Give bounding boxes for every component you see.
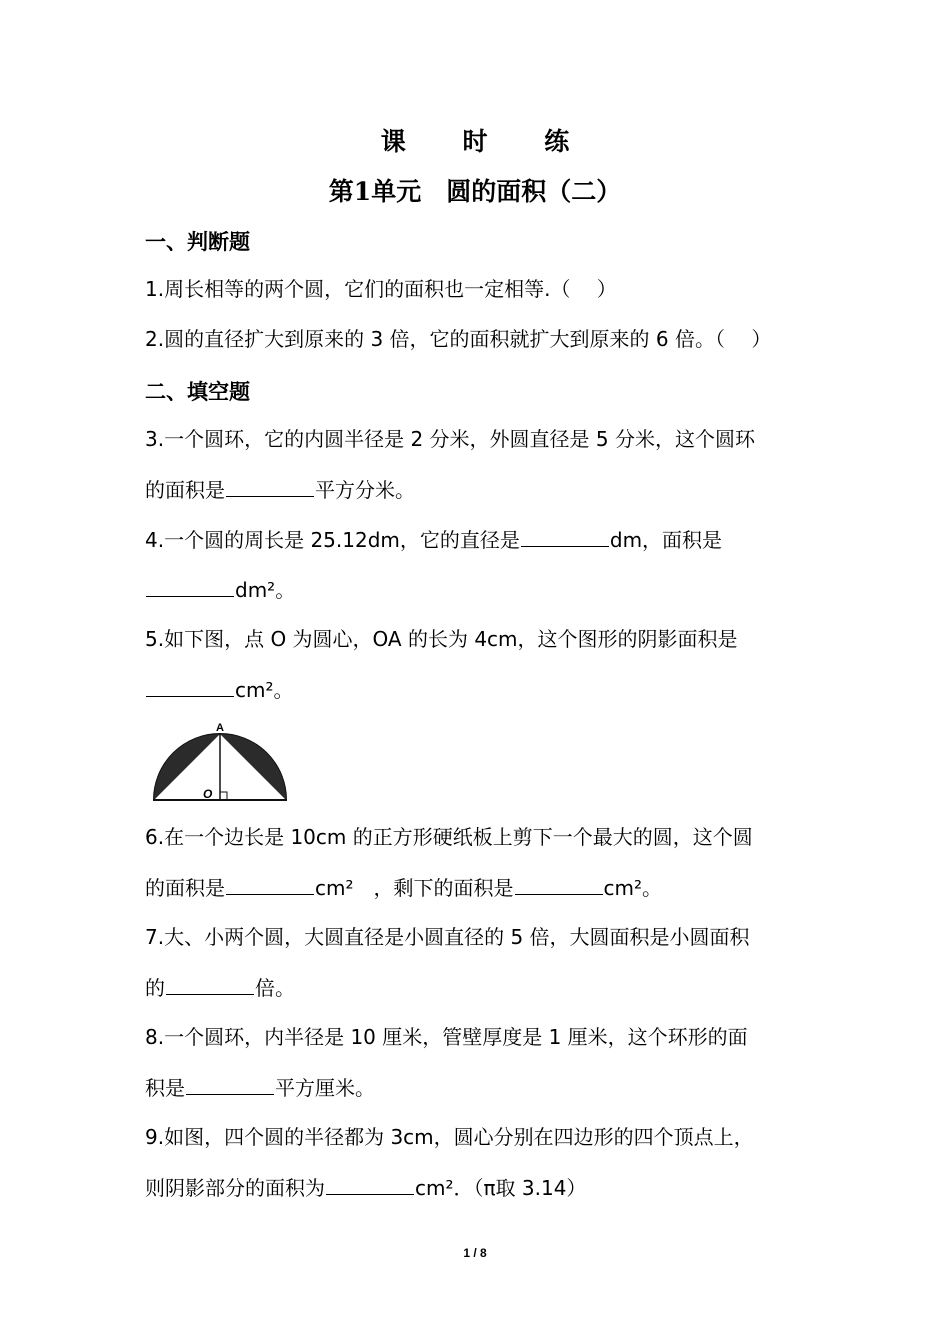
question-4-text-c: dm²。: [235, 578, 296, 602]
page-number: 1 / 8: [463, 1246, 487, 1260]
question-9-line-1: 9.如图，四个圆的半径都为 3cm，圆心分别在四边形的四个顶点上，: [145, 1125, 754, 1149]
question-7-line-1: 7.大、小两个圆，大圆直径是小圆直径的 5 倍，大圆面积是小圆面积: [145, 925, 750, 949]
point-o-label: O: [203, 787, 213, 801]
question-8-line-1: 8.一个圆环，内半径是 10 厘米，管壁厚度是 1 厘米，这个环形的面: [145, 1025, 748, 1049]
question-3-text-b: 平方分米。: [315, 478, 415, 502]
section-heading-judge: 一、判断题: [145, 230, 250, 254]
answer-blank-q8[interactable]: [186, 1072, 274, 1095]
question-7-line-2: [145, 972, 810, 1003]
question-1: 1.周长相等的两个圆，它们的面积也一定相等.（ ）: [145, 277, 617, 301]
question-8-line-2: [145, 1072, 810, 1103]
question-6-line-2: [145, 872, 810, 903]
question-4-text-b: dm，面积是: [609, 528, 723, 552]
question-5-line-1: 5.如下图，点 O 为圆心，OA 的长为 4cm，这个图形的阴影面积是: [145, 627, 738, 651]
answer-blank-q9[interactable]: [326, 1172, 414, 1195]
question-2: 2.圆的直径扩大到原来的 3 倍，它的面积就扩大到原来的 6 倍。（ ）: [145, 327, 772, 351]
question-3-line-2: [145, 474, 810, 505]
question-7-text-b: 倍。: [255, 976, 295, 1000]
answer-blank-q6-remaining[interactable]: [515, 872, 603, 895]
page-subtitle: 第1单元 圆的面积（二）: [328, 177, 622, 206]
answer-blank-q7[interactable]: [166, 972, 254, 995]
question-3-text-a: 的面积是: [145, 478, 225, 502]
question-3-line-1: 3.一个圆环，它的内圆半径是 2 分米，外圆直径是 5 分米，这个圆环: [145, 427, 755, 451]
answer-blank-q4-diameter[interactable]: [521, 524, 609, 547]
answer-blank-q3[interactable]: [226, 474, 314, 497]
question-8-text-b: 平方厘米。: [275, 1076, 375, 1100]
question-9-text-a: 则阴影部分的面积为: [145, 1176, 325, 1200]
question-7-text-a: 的: [145, 976, 165, 1000]
question-4-line-1: [145, 524, 810, 555]
question-6-text-c: cm²。: [603, 876, 662, 900]
page-title: 课 时 练: [380, 127, 594, 156]
answer-blank-q6-circle[interactable]: [226, 872, 314, 895]
question-8-text-a: 积是: [145, 1076, 185, 1100]
question-4-line-2: [145, 574, 810, 605]
question-6-text-b: cm² ，剩下的面积是: [315, 876, 514, 900]
question-5-line-2: [145, 674, 810, 705]
question-6-text-a: 的面积是: [145, 876, 225, 900]
question-9-text-b: cm²．（π取 3.14）: [415, 1176, 587, 1200]
question-5-text-b: cm²。: [235, 678, 294, 702]
answer-blank-q4-area[interactable]: [146, 574, 234, 597]
semicircle-figure: [150, 718, 290, 804]
section-heading-fill: 二、填空题: [145, 380, 250, 404]
point-a-label: A: [216, 722, 224, 734]
answer-blank-q5[interactable]: [146, 674, 234, 697]
question-9-line-2: [145, 1172, 810, 1203]
question-4-text-a: 4.一个圆的周长是 25.12dm，它的直径是: [145, 528, 520, 552]
question-6-line-1: 6.在一个边长是 10cm 的正方形硬纸板上剪下一个最大的圆，这个圆: [145, 825, 753, 849]
